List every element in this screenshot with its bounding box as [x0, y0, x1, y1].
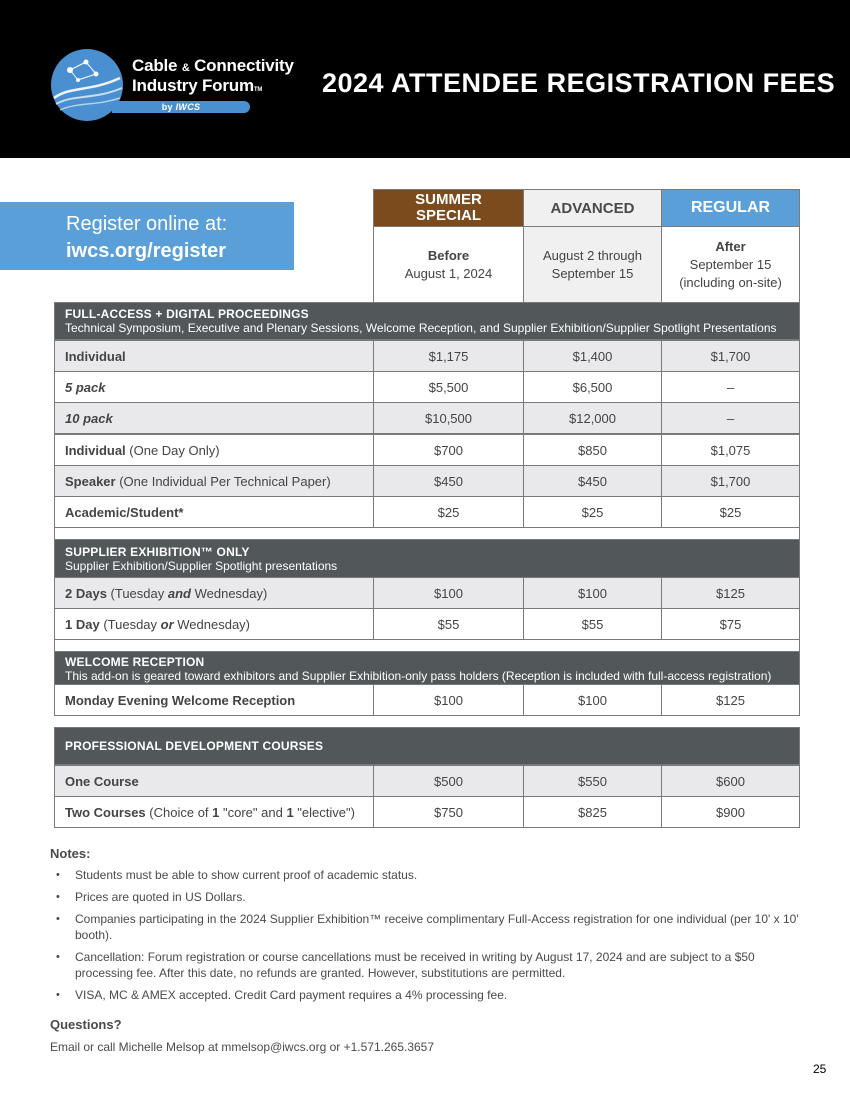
price-cell: $550 — [523, 765, 662, 797]
table-row — [54, 684, 800, 716]
price-cell: $1,400 — [523, 340, 662, 372]
note-item: • VISA, MC & AMEX accepted. Credit Card payment requires a 4% processing fee. — [50, 987, 800, 1003]
table-row — [54, 465, 800, 497]
table-row — [54, 402, 800, 434]
price-cell: $450 — [373, 465, 524, 497]
note-item: • Companies participating in the 2024 Supplier Exhibition™ receive complimentary Full-Access registration for one individual (per 10' x 10' booth). — [50, 911, 800, 943]
register-label: Register online at: — [66, 213, 228, 235]
price-cell: $12,000 — [523, 402, 662, 434]
price-cell: $5,500 — [373, 371, 524, 403]
row-label-cell: Individual — [54, 340, 374, 372]
section-subtitle: Technical Symposium, Executive and Plenary Sessions, Welcome Reception, and Supplier Exhibition/Supplier Spotlight Presentations — [65, 321, 777, 335]
page-header — [0, 0, 850, 158]
column-header-advanced: ADVANCED — [523, 189, 662, 227]
table-row — [54, 608, 800, 640]
row-label-cell: 1 Day (Tuesday or Wednesday) — [54, 608, 374, 640]
row-label-cell: Monday Evening Welcome Reception — [54, 684, 374, 716]
section-title: WELCOME RECEPTION — [65, 655, 205, 669]
row-spacer — [54, 639, 800, 651]
notes-title: Notes: — [50, 846, 91, 861]
row-label-cell: 10 pack — [54, 402, 374, 434]
note-item: • Students must be able to show current proof of academic status. — [50, 867, 800, 883]
price-cell: $6,500 — [523, 371, 662, 403]
date-summer-special: Before August 1, 2024 — [373, 226, 524, 303]
row-label-cell: Two Courses (Choice of 1 "core" and 1 "elective") — [54, 796, 374, 828]
register-online-box — [0, 202, 294, 270]
questions-contact: Email or call Michelle Melsop at mmelsop@iwcs.org or +1.571.265.3657 — [50, 1040, 435, 1054]
section-subtitle: Supplier Exhibition/Supplier Spotlight presentations — [65, 559, 338, 573]
column-header-regular: REGULAR — [661, 189, 800, 227]
price-cell: $1,700 — [661, 465, 800, 497]
price-cell: $1,175 — [373, 340, 524, 372]
price-cell: $700 — [373, 434, 524, 466]
price-cell: $1,700 — [661, 340, 800, 372]
logo-line-1: Cable & Connectivity — [132, 56, 294, 75]
section-subtitle: This add-on is geared toward exhibitors and Supplier Exhibition-only pass holders (Reception is included with full-access registration) — [65, 669, 772, 683]
page-number: 25 — [813, 1062, 827, 1076]
date-advanced: August 2 through September 15 — [523, 226, 662, 303]
table-row — [54, 496, 800, 528]
price-cell: – — [661, 402, 800, 434]
price-cell: $825 — [523, 796, 662, 828]
price-cell: $100 — [373, 684, 524, 716]
price-cell: $900 — [661, 796, 800, 828]
price-cell: $1,075 — [661, 434, 800, 466]
row-label-cell: Individual (One Day Only) — [54, 434, 374, 466]
price-cell: $25 — [523, 496, 662, 528]
row-label-cell: Academic/Student* — [54, 496, 374, 528]
notes-list — [50, 867, 800, 1009]
price-cell: $125 — [661, 684, 800, 716]
section-full-access — [54, 302, 800, 340]
price-cell: $500 — [373, 765, 524, 797]
price-cell: $450 — [523, 465, 662, 497]
row-label-cell: One Course — [54, 765, 374, 797]
table-row — [54, 371, 800, 403]
price-cell: $100 — [373, 577, 524, 609]
logo-by-iwcs: by IWCS — [112, 101, 250, 113]
section-title: FULL-ACCESS + DIGITAL PROCEEDINGS — [65, 307, 309, 321]
row-label-cell: 2 Days (Tuesday and Wednesday) — [54, 577, 374, 609]
price-cell: $100 — [523, 684, 662, 716]
row-label-cell: Speaker (One Individual Per Technical Paper) — [54, 465, 374, 497]
price-cell: $600 — [661, 765, 800, 797]
register-link[interactable]: iwcs.org/register — [66, 240, 227, 262]
price-cell: $55 — [373, 608, 524, 640]
price-cell: $55 — [523, 608, 662, 640]
section-title: PROFESSIONAL DEVELOPMENT COURSES — [65, 739, 324, 753]
row-spacer — [54, 527, 800, 539]
section-supplier-exhibition — [54, 539, 800, 578]
table-row — [54, 577, 800, 609]
section-title: SUPPLIER EXHIBITION™ ONLY — [65, 545, 250, 559]
table-row — [54, 765, 800, 797]
table-row — [54, 796, 800, 828]
price-cell: $125 — [661, 577, 800, 609]
date-regular: After September 15 (including on-site) — [661, 226, 800, 303]
section-professional-development — [54, 727, 800, 765]
price-cell: $25 — [661, 496, 800, 528]
price-cell: $10,500 — [373, 402, 524, 434]
logo-line-2: Industry ForumTM — [132, 76, 263, 95]
price-cell: $25 — [373, 496, 524, 528]
column-header-summer-special: SUMMER SPECIAL — [373, 189, 524, 227]
price-cell: $100 — [523, 577, 662, 609]
section-welcome-reception — [54, 651, 800, 685]
table-row — [54, 340, 800, 372]
price-cell: $75 — [661, 608, 800, 640]
row-label-cell: 5 pack — [54, 371, 374, 403]
price-cell: $850 — [523, 434, 662, 466]
price-cell: – — [661, 371, 800, 403]
note-item: • Prices are quoted in US Dollars. — [50, 889, 800, 905]
price-cell: $750 — [373, 796, 524, 828]
table-row — [54, 434, 800, 466]
page-title: 2024 ATTENDEE REGISTRATION FEES — [322, 68, 836, 98]
questions-title: Questions? — [50, 1017, 122, 1032]
note-item: • Cancellation: Forum registration or course cancellations must be received in writing by August 17, 2024 and are subject to a $50 processing fee. After this date, no refunds are granted. However, substitutions are permitted. — [50, 949, 800, 981]
